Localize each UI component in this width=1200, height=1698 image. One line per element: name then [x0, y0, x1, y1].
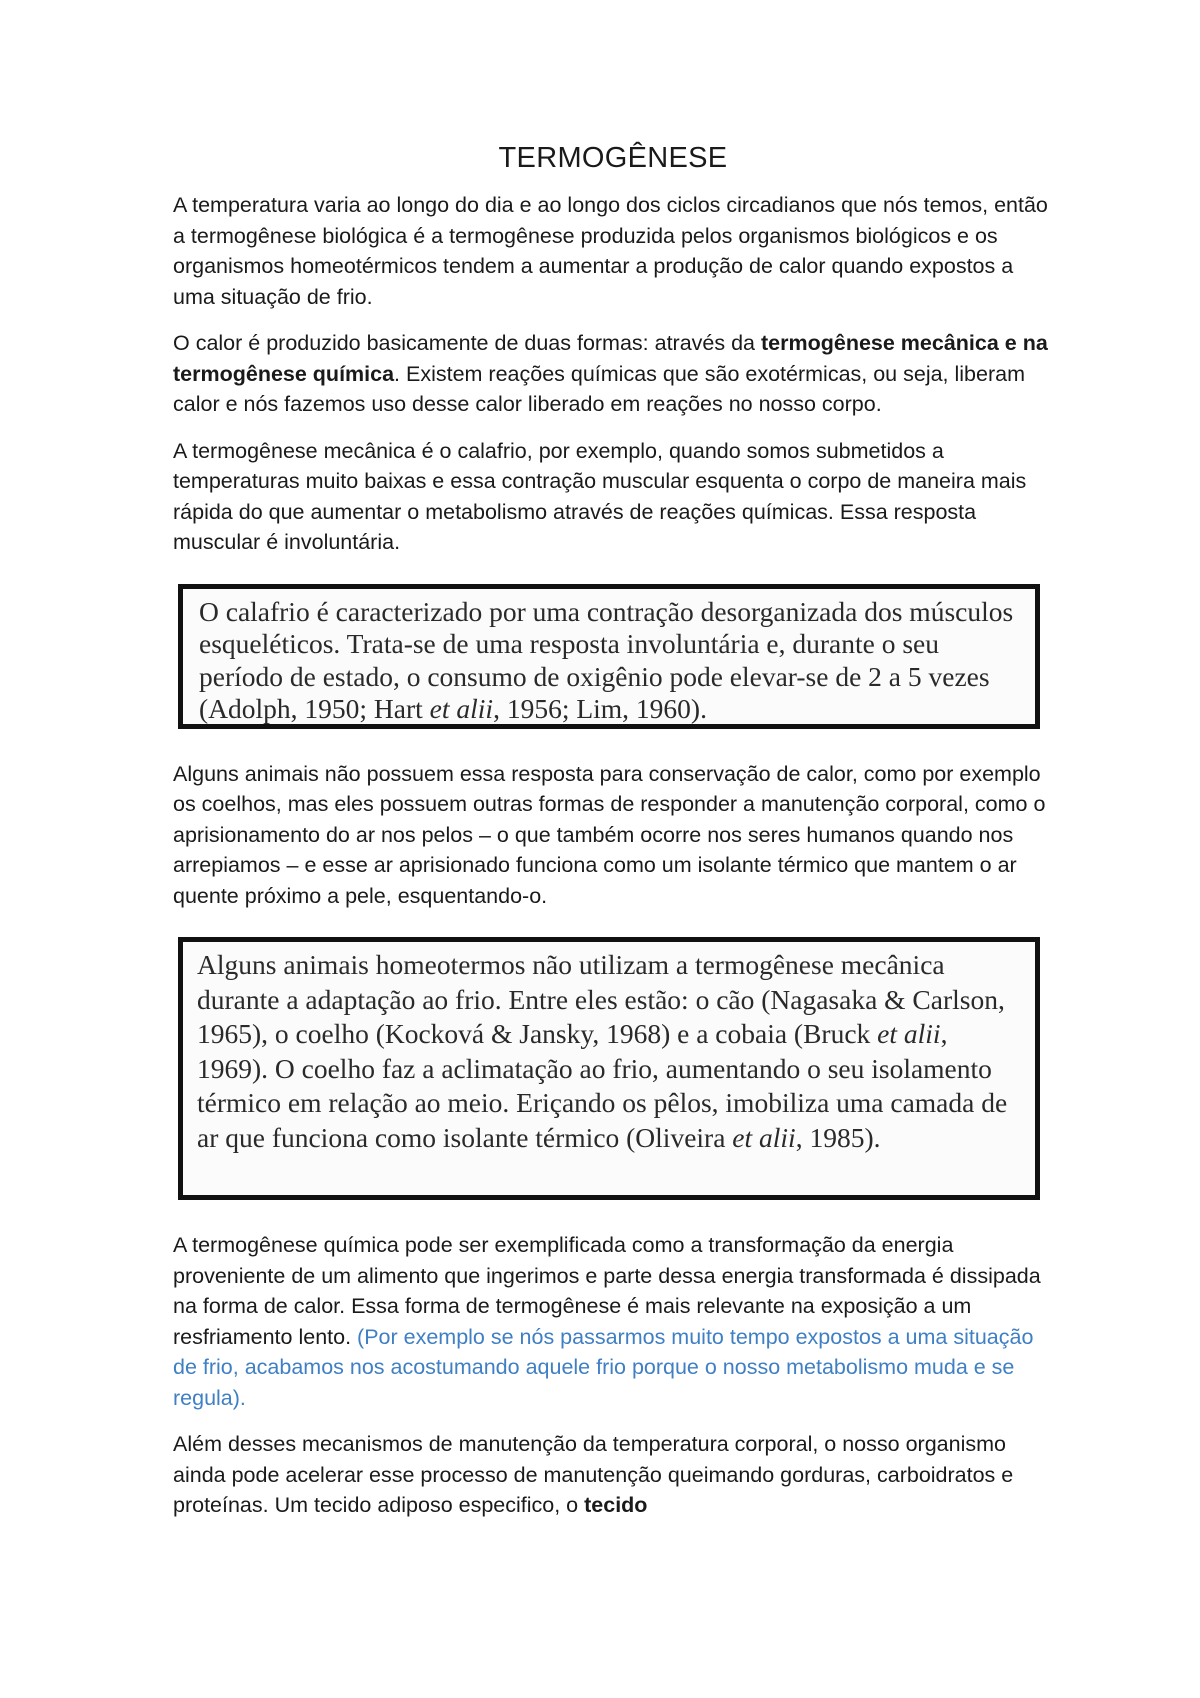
quote-text: O calafrio é caracterizado por uma contração desorganizada dos músculos esqueléticos. Trata-se de uma resposta involuntária e, durante o seu período de estado, o consumo de oxigênio pode elevar-se de 2 a 5 vezes (Adolph, 1950; Hart: [199, 595, 1014, 724]
quote-text: Alguns animais homeotermos não utilizam a termogênese mecânica durante a adaptação ao frio. Entre eles estão: o cão (Nagasaka & Carlson, 1965), o coelho (Kocková & Jansky, 1968) e a cobaia (Bruck: [197, 949, 1005, 1049]
paragraph-rabbits: Alguns animais não possuem essa resposta para conservação de calor, como por exemplo os coelhos, mas eles possuem outras formas de responder a manutenção corporal, como o aprisionamento do ar nos pelos – o que também ocorre nos seres humanos quando nos arrepiamos – e esse ar aprisionado funciona como um isolante térmico que mantem o ar quente próximo a pele, esquentando-o.: [173, 761, 1046, 908]
quote-italic: et alii: [429, 693, 494, 724]
paragraph-text: . Existem reações químicas que são exotérmicas, ou seja, liberam calor e nós fazemos uso desse calor liberado em reações no nosso corpo.: [173, 361, 1025, 416]
page-title: TERMOGÊNESE: [498, 142, 728, 174]
highlight-note: (Por exemplo se nós passarmos muito tempo expostos a uma situação de frio, acabamos nos acostumando aquele frio porque o nosso metabolismo muda e se regula).: [173, 1324, 1034, 1410]
paragraph-mechanisms: [173, 1429, 1053, 1521]
quote-box-shivering: [178, 584, 1040, 729]
quote-text: , 1956; Lim, 1960).: [493, 693, 707, 724]
quote-box-homeotherms: [178, 937, 1040, 1200]
paragraph-chemical: [173, 1230, 1053, 1413]
bold-term: tecido: [584, 1493, 648, 1517]
bold-term: termogênese mecânica e na termogênese química: [173, 331, 1048, 386]
paragraph-text: A termogênese química pode ser exemplificada como a transformação da energia proveniente de um alimento que ingerimos e parte dessa energia transformada é dissipada na forma de calor. Essa forma de termogênese é mais relevante na exposição a um resfriamento lento.: [173, 1233, 1041, 1349]
paragraph-intro: A temperatura varia ao longo do dia e ao longo dos ciclos circadianos que nós temos, então a termogênese biológica é a termogênese produzida pelos organismos biológicos e os organismos homeotérmicos tendem a aumentar a produção de calor quando expostos a uma situação de frio.: [173, 193, 1048, 309]
quote-italic: et alii: [877, 1018, 941, 1049]
paragraph-mechanical: A termogênese mecânica é o calafrio, por exemplo, quando somos submetidos a temperaturas muito baixas e essa contração muscular esquenta o corpo de maneira mais rápida do que aumentar o metabolismo através de reações químicas. Essa resposta muscular é involuntária.: [173, 438, 1027, 554]
document-page: [173, 140, 1053, 1537]
quote-italic: et alii: [732, 1121, 796, 1153]
paragraph-text: Além desses mecanismos de manutenção da temperatura corporal, o nosso organismo ainda pode acelerar esse processo de manutenção queimando gorduras, carboidratos e proteínas. Um tecido adiposo especifico, o: [173, 1432, 1014, 1517]
quote-text: , 1969). O coelho faz a aclimatação ao frio, aumentando o seu isolamento térmico em relação ao meio. Eriçando os pêlos, imobiliza uma camada de ar que funciona como isolante térmico (Oliveira: [197, 1018, 1008, 1153]
paragraph-heat-forms: [173, 328, 1053, 420]
quote-text: , 1985).: [795, 1121, 881, 1153]
paragraph-text: O calor é produzido basicamente de duas formas: através da: [173, 331, 761, 355]
